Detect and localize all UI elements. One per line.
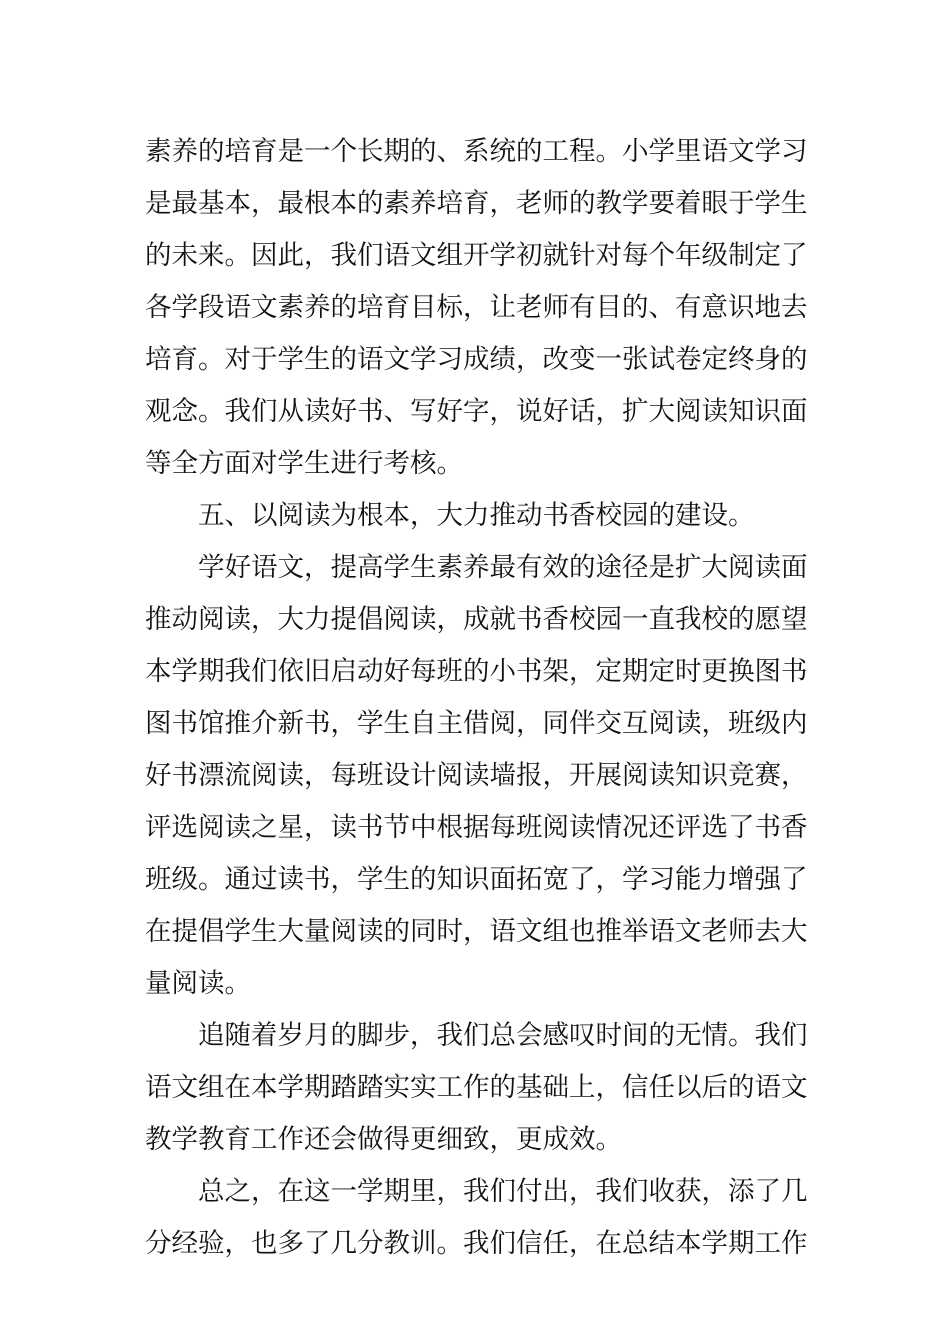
text-line: 追随着岁月的脚步，我们总会感叹时间的无情。我们 — [198, 1020, 808, 1051]
text-line: 班级。通过读书，学生的知识面拓宽了，学习能力增强了 — [145, 864, 808, 895]
text-line: 是最基本，最根本的素养培育，老师的教学要着眼于学生 — [145, 188, 808, 219]
text-line: 评选阅读之星，读书节中根据每班阅读情况还评选了书香 — [145, 812, 808, 843]
text-line: 学好语文，提高学生素养最有效的途径是扩大阅读面 — [198, 552, 808, 583]
section-heading: 五、以阅读为根本，大力推动书香校园的建设。 — [198, 500, 755, 531]
text-line: 图书馆推介新书，学生自主借阅，同伴交互阅读，班级内 — [145, 708, 808, 739]
text-line: 好书漂流阅读，每班设计阅读墙报，开展阅读知识竞赛， — [145, 760, 808, 791]
body-text — [145, 126, 815, 1270]
text-line: 推动阅读，大力提倡阅读，成就书香校园一直我校的愿望 — [145, 604, 808, 635]
text-line: 教学教育工作还会做得更细致，更成效。 — [145, 1124, 622, 1155]
text-line: 本学期我们依旧启动好每班的小书架，定期定时更换图书 — [145, 656, 808, 687]
text-line: 分经验，也多了几分教训。我们信任，在总结本学期工作 — [145, 1228, 808, 1259]
text-line: 观念。我们从读好书、写好字，说好话，扩大阅读知识面 — [145, 396, 808, 427]
text-line: 各学段语文素养的培育目标，让老师有目的、有意识地去 — [145, 292, 808, 323]
text-line: 总之，在这一学期里，我们付出，我们收获，添了几 — [198, 1176, 808, 1207]
text-line: 素养的培育是一个长期的、系统的工程。小学里语文学习 — [145, 136, 808, 167]
text-line: 的未来。因此，我们语文组开学初就针对每个年级制定了 — [145, 240, 808, 271]
text-line: 在提倡学生大量阅读的同时，语文组也推举语文老师去大 — [145, 916, 808, 947]
text-line: 培育。对于学生的语文学习成绩，改变一张试卷定终身的 — [145, 344, 808, 375]
text-line: 等全方面对学生进行考核。 — [145, 448, 463, 479]
text-line: 语文组在本学期踏踏实实工作的基础上，信任以后的语文 — [145, 1072, 808, 1103]
text-line: 量阅读。 — [145, 968, 251, 999]
